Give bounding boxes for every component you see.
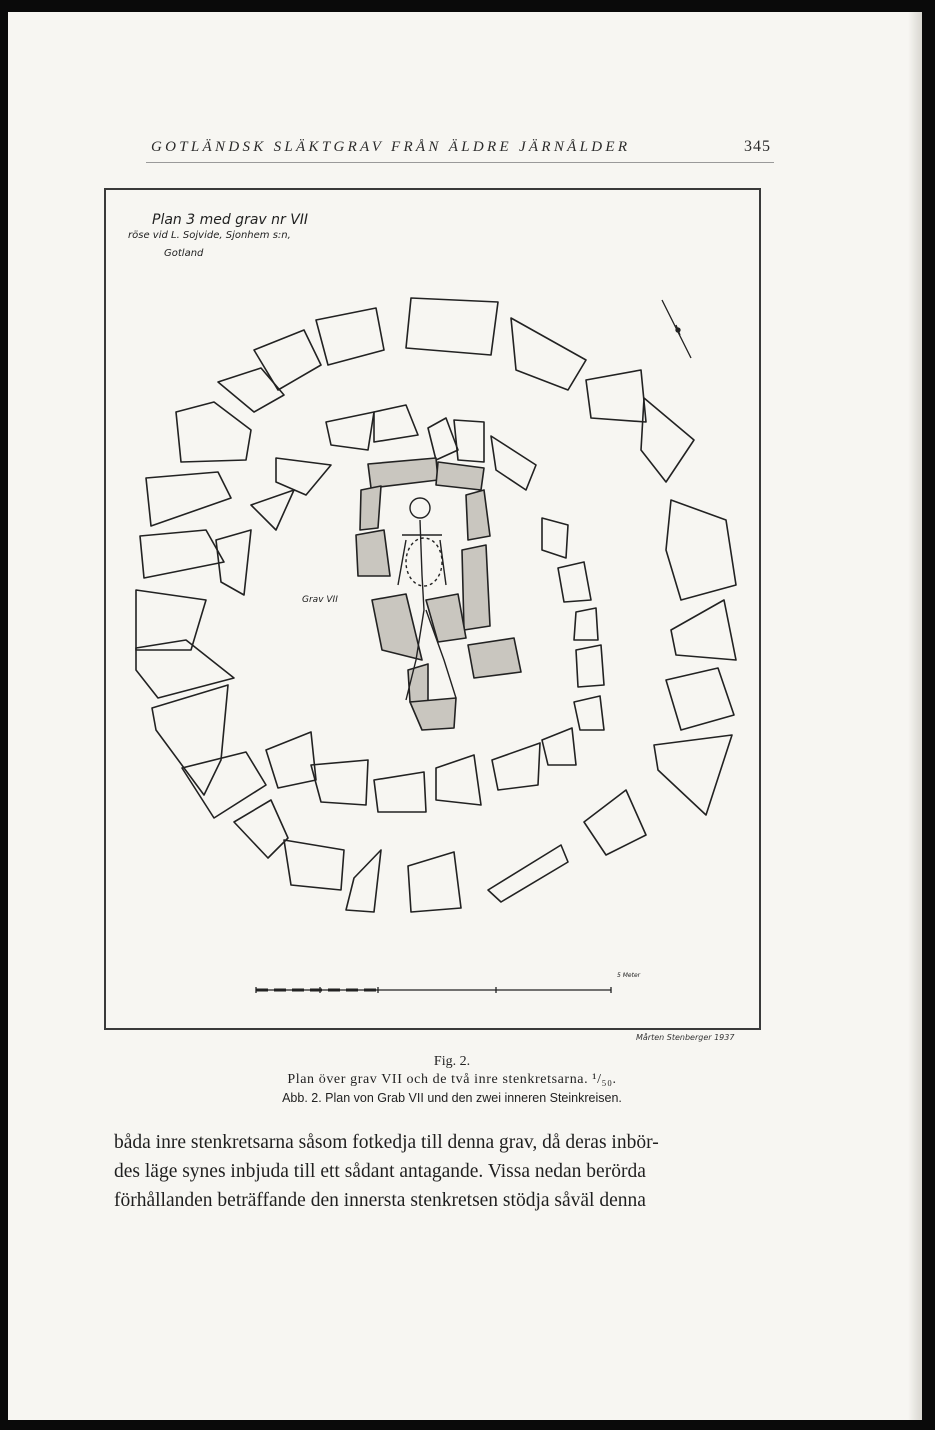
body-line: des läge synes inbjuda till ett sådant antagande. Vissa nedan berörda: [114, 1161, 646, 1182]
north-arrow: [662, 300, 691, 358]
grave-stones: [356, 458, 521, 730]
scanned-page: [8, 12, 922, 1420]
page-number: 345: [744, 138, 771, 155]
header-rule: [146, 162, 774, 163]
scale-bar: [256, 987, 611, 993]
stone-circle-plan: [106, 190, 759, 1028]
body-line: båda inre stenkretsarna såsom fotkedja till denna grav, då deras inbör-: [114, 1132, 659, 1153]
caption-german: Abb. 2. Plan von Grab VII und den zwei inneren Steinkreisen.: [282, 1091, 622, 1105]
grave-label: Grav VII: [302, 595, 338, 605]
drafter-signature: Mårten Stenberger 1937: [636, 1033, 735, 1042]
figure-number: Fig. 2.: [433, 1054, 471, 1069]
page-edge-shadow: [908, 12, 922, 1420]
caption-swedish: Plan över grav VII och de två inre stenkretsarna. ¹/₅₀.: [287, 1072, 617, 1087]
plan-region: Gotland: [164, 248, 204, 259]
running-title: GOTLÄNDSK SLÄKTGRAV FRÅN ÄLDRE JÄRNÅLDER: [151, 139, 631, 155]
plan-figure: [104, 188, 761, 1030]
body-line: förhållanden beträffande den innersta stenkretsen stödja såväl denna: [114, 1190, 646, 1211]
body-paragraph: [114, 1128, 786, 1215]
plan-title: Plan 3 med grav nr VII: [152, 212, 309, 228]
running-head: [151, 138, 771, 156]
scale-unit-label: 5 Meter: [617, 972, 641, 979]
plan-location: röse vid L. Sojvide, Sjonhem s:n,: [128, 230, 291, 241]
